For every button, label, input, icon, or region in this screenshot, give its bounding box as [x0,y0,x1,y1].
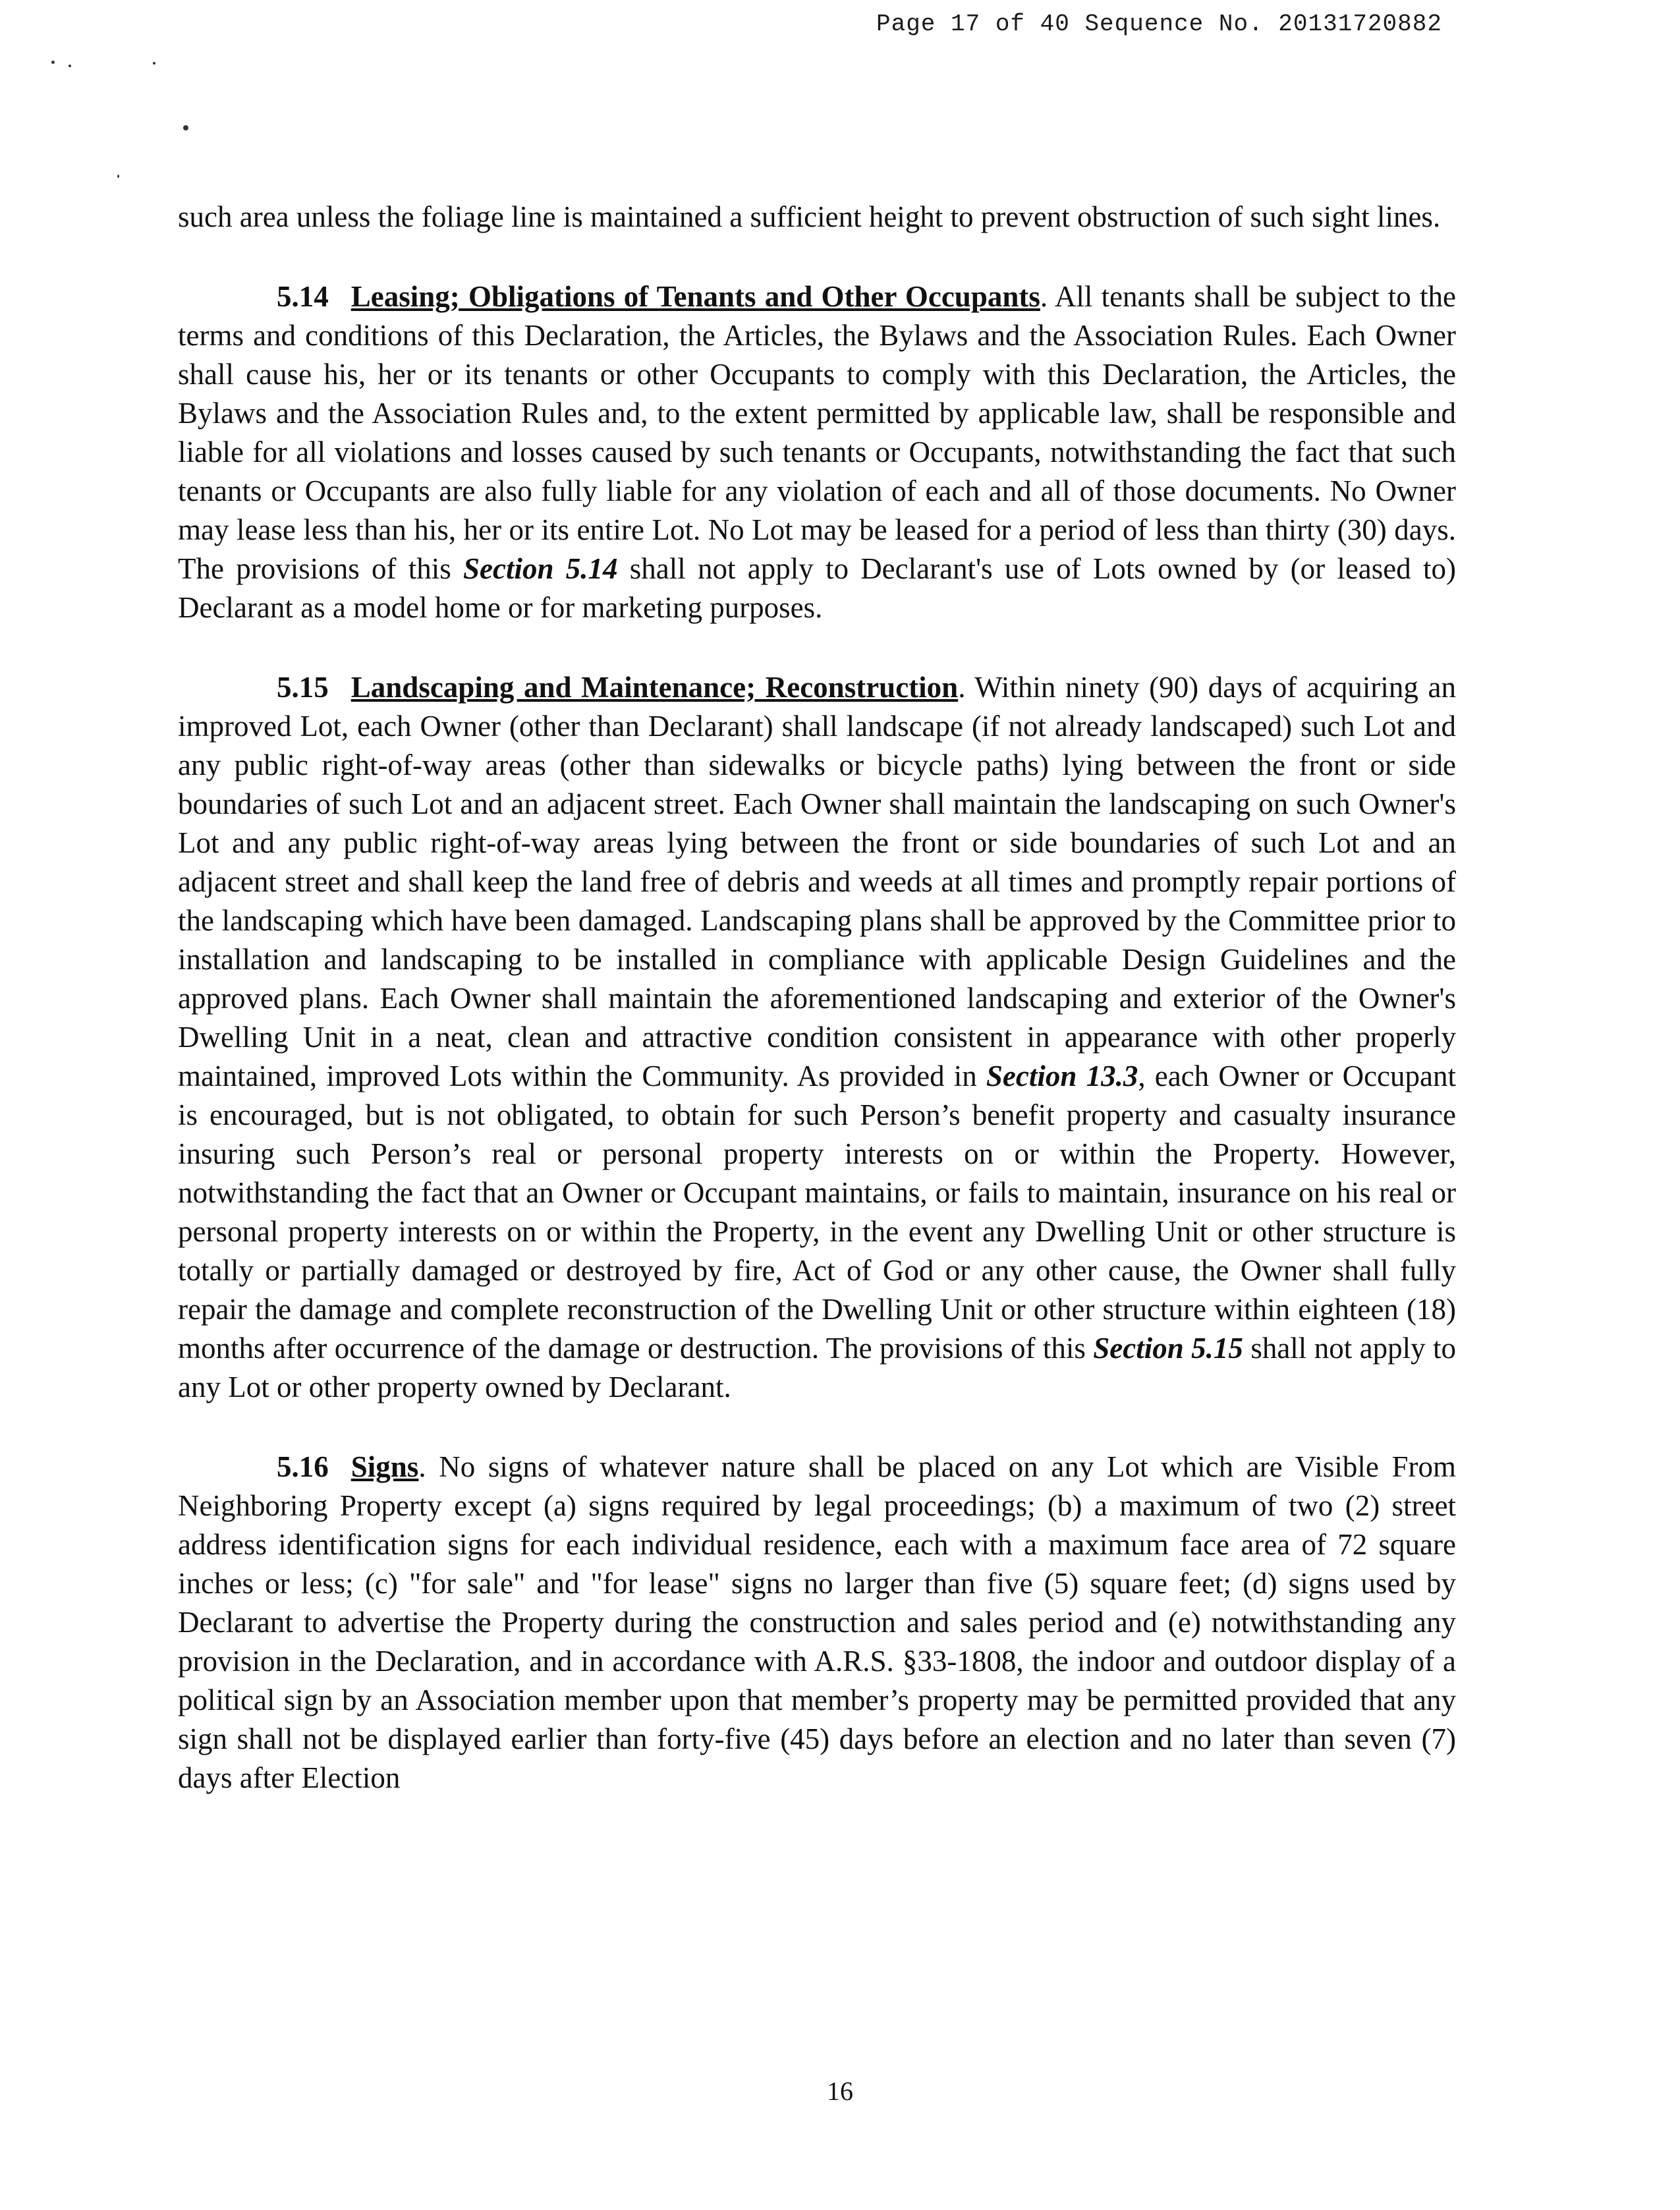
scan-speck [69,65,71,67]
continuation-paragraph: such area unless the foliage line is maintained a sufficient height to prevent obstruction of such sight lines. [178,200,1441,233]
section-reference: Section 13.3 [986,1060,1138,1092]
section-reference: Section 5.15 [1093,1332,1243,1365]
section-5-15 [178,668,1456,1407]
section-5-16 [178,1448,1456,1798]
section-text: , each Owner or Occupant is encouraged, but is not obligated, to obtain for such Person’s benefit property and casualty insurance insuring such Person’s real or personal property interests on or within the Property. However, notwithstanding the fact that an Owner or Occupant maintains, or fails to maintain, insurance on his real or personal property interests on or within the Property, in the event any Dwelling Unit or other structure is totally or partially damaged or destroyed by fire, Act of God or any other cause, the Owner shall fully repair the damage and complete reconstruction of the Dwelling Unit or other structure within eighteen (18) months after occurrence of the damage or destruction. The provisions of this [178,1060,1456,1365]
sequence-header: Page 17 of 40 Sequence No. 20131720882 [876,11,1442,38]
scan-speck [51,61,55,64]
document-body [178,198,1456,1838]
section-text: . Within ninety (90) days of acquiring an improved Lot, each Owner (other than Declarant) shall landscape (if not already landscaped) such Lot and any public right-of-way areas (other than sidewalks or bicycle paths) lying between the front or side boundaries of such Lot and an adjacent street. Each Owner shall maintain the landscaping on such Owner's Lot and any public right-of-way areas lying between the front or side boundaries of such Lot and an adjacent street and shall keep the land free of debris and weeds at all times and promptly repair portions of the landscaping which have been damaged. Landscaping plans shall be approved by the Committee prior to installation and landscaping to be installed in compliance with applicable Design Guidelines and the approved plans. Each Owner shall maintain the aforementioned landscaping and exterior of the Owner's Dwelling Unit in a neat, clean and attractive condition consistent in appearance with other properly maintained, improved Lots within the Community. As provided in [178,671,1456,1092]
section-title: Landscaping and Maintenance; Reconstruction [350,671,959,704]
section-number: 5.15 [277,671,329,704]
section-5-14 [178,277,1456,627]
section-text: . All tenants shall be subject to the terms and conditions of this Declaration, the Articles, the Bylaws and the Association Rules. Each Owner shall cause his, her or its tenants or other Occupants to comply with this Declaration, the Articles, the Bylaws and the Association Rules and, to the extent permitted by applicable law, shall be responsible and liable for all violations and losses caused by such tenants or Occupants, notwithstanding the fact that such tenants or Occupants are also fully liable for any violation of each and all of those documents. No Owner may lease less than his, her or its entire Lot. No Lot may be leased for a period of less than thirty (30) days. The provisions of this [178,280,1456,585]
section-title: Leasing; Obligations of Tenants and Other Occupants [350,280,1040,313]
scan-speck [117,175,119,178]
section-text: shall not apply to any Lot or other property owned by Declarant. [178,1332,1456,1403]
section-title: Signs [350,1450,419,1483]
section-reference: Section 5.14 [462,552,618,585]
scan-speck [153,62,155,65]
section-number: 5.14 [277,280,329,313]
scan-speck [183,125,188,130]
section-text: . No signs of whatever nature shall be placed on any Lot which are Visible From Neighboring Property except (a) signs required by legal proceedings; (b) a maximum of two (2) street address identification signs for each individual residence, each with a maximum face area of 72 square inches or less; (c) "for sale" and "for lease" signs no larger than five (5) square feet; (d) signs used by Declarant to advertise the Property during the construction and sales period and (e) notwithstanding any provision in the Declaration, and in accordance with A.R.S. §33-1808, the indoor and outdoor display of a political sign by an Association member upon that member’s property may be permitted provided that any sign shall not be displayed earlier than forty-five (45) days before an election and no later than seven (7) days after Election [178,1450,1456,1794]
section-number: 5.16 [277,1450,329,1483]
section-text: shall not apply to Declarant's use of Lots owned by (or leased to) Declarant as a model home or for marketing purposes. [178,552,1456,624]
page-number: 16 [827,2076,853,2106]
